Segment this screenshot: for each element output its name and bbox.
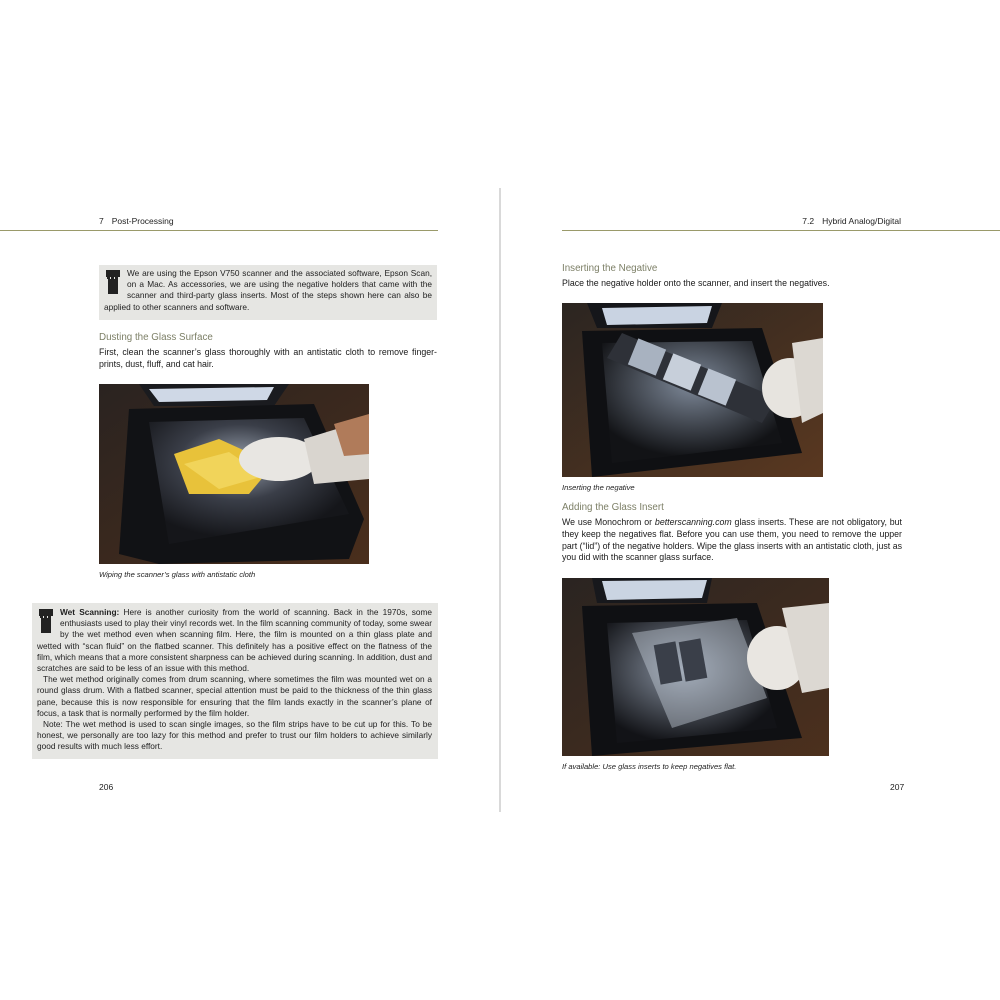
page-number: 207 [890,782,905,792]
photo-caption: If available: Use glass inserts to keep negatives flat. [562,762,737,771]
photo-caption: Inserting the negative [562,483,635,492]
photo-caption: Wiping the scanner’s glass with antistatic cloth [99,570,256,579]
wet-scanning-note [32,603,438,759]
header-rule [562,230,1000,231]
header-rule [0,230,438,231]
section-body: Place the negative holder onto the scanner, and insert the negatives. [562,278,830,288]
photo-glass-insert [562,578,829,756]
section-heading: Adding the Glass Insert [562,502,664,513]
info-note [99,265,437,320]
section-number: 7.2 [802,216,815,226]
wet-scanning-paragraph-2: The wet method originally comes from drum scanning, where sometimes the film was mounted wet on a round glass drum. With a flatbed scanner, special attention must be paid to the thickness of the thin glass pane, because this is now responsible for ensuring that the film lands exactly in the scanner’s plane of focus, a task that is normally performed by the film holder. [37,674,432,718]
website-name: betterscanning.com [654,517,732,527]
wet-scanning-paragraph-1: Wet Scanning: Here is another curiosity from the world of scanning. Back in the 1970s, some enthusiasts used to play their vinyl records wet. In the film scanning community of today, some swear by the wet method even when scanning film. Here, the film is mounted on a thin glass plate and wetted with “scan fluid” on the flatbed scanner. This definitely has a positive effect on the flatness of the film, which means that a more consistent sharpness can be achieved during scanning. In addition, dust and scratches are said to be less of an issue with this method. [37,607,432,674]
section-heading: Inserting the Negative [562,263,658,274]
photo-inserting-negative [562,303,823,477]
note-icon [37,609,55,633]
running-header-left [99,216,174,226]
section-body: First, clean the scanner’s glass thoroughly with an antistatic cloth to remove finger-prints, dust, fluff, and cat hair. [99,347,437,369]
chapter-number: 7 [99,216,104,226]
wet-scanning-paragraph-3: Note: The wet method is used to scan single images, so the film strips have to be cut up for this. To be honest, we personally are too lazy for this method and prefer to trust our film holders to achieve similarly good results with much less effort. [37,719,432,752]
wet-scanning-label: Wet Scanning: [60,607,120,617]
photo-wiping-scanner-glass [99,384,369,564]
running-header-right [802,216,901,226]
chapter-title: Post-Processing [111,216,174,226]
right-page [501,0,1000,1000]
section-heading: Dusting the Glass Surface [99,332,213,343]
section-title: Hybrid Analog/Digital [822,216,901,226]
note-icon [104,270,122,294]
info-note-text: We are using the Epson V750 scanner and the associated software, Epson Scan, on a Mac. As accessories, we are using the negative holders that came with the scanner and third-party glass inserts. Most of the steps shown here can also be applied to other scanners and software. [104,268,432,312]
page-number: 206 [99,782,114,792]
left-page [0,0,499,1000]
section-body: We use Monochrom or betterscanning.com glass inserts. These are not obligatory, but they keep the negatives flat. Before you can use them, you need to remove the upper part (“lid”) of the negative holders. Wipe the glass inserts with an antistatic cloth, just as you did with the scanner glass surface. [562,517,902,563]
